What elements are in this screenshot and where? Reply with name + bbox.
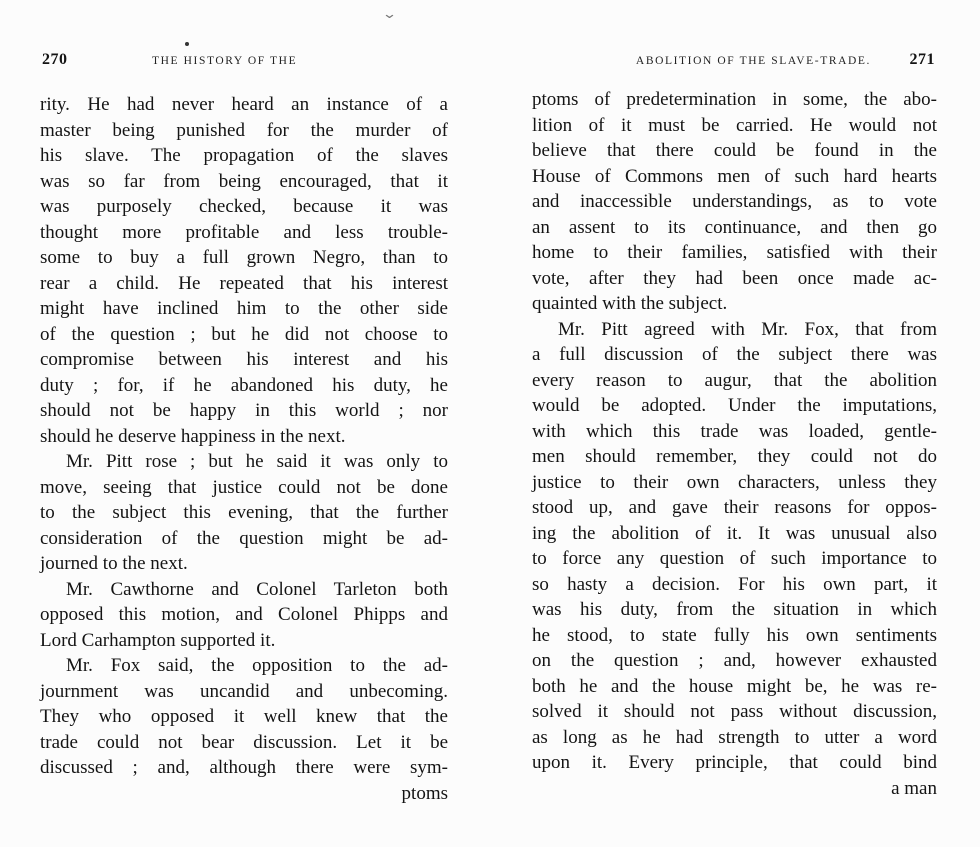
text-line: duty ; for, if he abandoned his duty, he [40, 374, 448, 396]
text-line: might have inclined him to the other side [40, 298, 448, 319]
running-head: THE HISTORY OF THE [152, 55, 298, 67]
text-line: compromise between his interest and his [40, 349, 448, 370]
text-line: trade could not bear discussion. Let it be [40, 731, 448, 753]
text-line: vote, after they had been once made ac- [532, 267, 937, 289]
text-line: rity. He had never heard an instance of a [40, 94, 448, 115]
right-page-body [532, 87, 937, 801]
text-line: should he deserve happiness in the next. [40, 425, 346, 447]
text-line: men should remember, they could not do [532, 446, 937, 467]
text-line: discussed ; and, although there were sym- [40, 757, 448, 778]
text-line: They who opposed it well knew that the [40, 706, 448, 727]
text-line: journment was uncandid and unbecoming. [40, 680, 448, 702]
text-line: Lord Carhampton supported it. [40, 629, 276, 651]
catchword: ptoms [401, 782, 448, 804]
text-line: home to their families, satisfied with their [532, 242, 937, 263]
text-line: and inaccessible understandings, as to vote [532, 191, 937, 212]
left-page-header [40, 51, 448, 71]
text-line: was his duty, from the situation in which [532, 599, 937, 620]
text-line: ptoms of predetermination in some, the abo- [532, 89, 937, 110]
catchword: a man [891, 777, 937, 799]
text-line: thought more profitable and less trouble- [40, 221, 448, 243]
text-line: upon it. Every principle, that could bind [532, 752, 937, 773]
text-line: Mr. Pitt rose ; but he said it was only to [66, 451, 448, 472]
chevron-down-icon: ⌄ [381, 6, 398, 21]
text-line: would be adopted. Under the imputations, [532, 395, 937, 416]
text-line: House of Commons men of such hard hearts [532, 165, 937, 187]
text-line: every reason to augur, that the abolition [532, 369, 937, 391]
text-line: master being punished for the murder of [40, 119, 448, 141]
text-line: should not be happy in this world ; nor [40, 400, 448, 421]
text-line: some to buy a full grown Negro, than to [40, 247, 448, 268]
text-line: to force any question of such importance to [532, 548, 937, 569]
text-line: a full discussion of the subject there was [532, 344, 937, 365]
text-line: solved it should not pass without discussion, [532, 701, 937, 722]
text-line: on the question ; and, however exhausted [532, 650, 937, 671]
text-line: justice to their own characters, unless they [532, 471, 937, 493]
text-line: an assent to its continuance, and then go [532, 216, 937, 238]
right-page-header [532, 51, 937, 71]
ink-speck [185, 42, 189, 46]
text-line: as long as he had strength to utter a word [532, 726, 937, 748]
text-line: his slave. The propagation of the slaves [40, 145, 448, 166]
running-head: ABOLITION OF THE SLAVE-TRADE. [635, 55, 871, 67]
text-line: of the question ; but he did not choose to [40, 323, 448, 345]
text-line: to the subject this evening, that the further [40, 502, 448, 523]
left-page-body [40, 92, 448, 806]
text-line: consideration of the question might be ad- [40, 527, 448, 549]
text-line: was purposely checked, because it was [40, 196, 448, 217]
text-line: believe that there could be found in the [532, 140, 937, 161]
text-line: Mr. Pitt agreed with Mr. Fox, that from [558, 318, 937, 340]
page-number: 271 [909, 51, 935, 68]
text-line: ing the abolition of it. It was unusual also [532, 522, 937, 544]
text-line: both he and the house might be, he was re- [532, 675, 937, 697]
text-line: with which this trade was loaded, gentle- [532, 420, 937, 442]
text-line: lition of it must be carried. He would not [532, 114, 937, 136]
text-line: Mr. Cawthorne and Colonel Tarleton both [66, 578, 448, 600]
text-line: quainted with the subject. [532, 293, 728, 314]
text-line: so hasty a decision. For his own part, it [532, 573, 937, 595]
text-line: stood up, and gave their reasons for oppos- [532, 497, 937, 518]
text-line: he stood, to state fully his own sentiments [532, 624, 937, 646]
text-line: move, seeing that justice could not be done [40, 476, 448, 498]
text-line: rear a child. He repeated that his interest [40, 272, 448, 294]
page-number: 270 [42, 51, 68, 68]
text-line: Mr. Fox said, the opposition to the ad- [66, 655, 448, 676]
text-line: was so far from being encouraged, that it [40, 170, 448, 192]
text-line: journed to the next. [40, 553, 188, 574]
text-line: opposed this motion, and Colonel Phipps and [40, 604, 448, 625]
